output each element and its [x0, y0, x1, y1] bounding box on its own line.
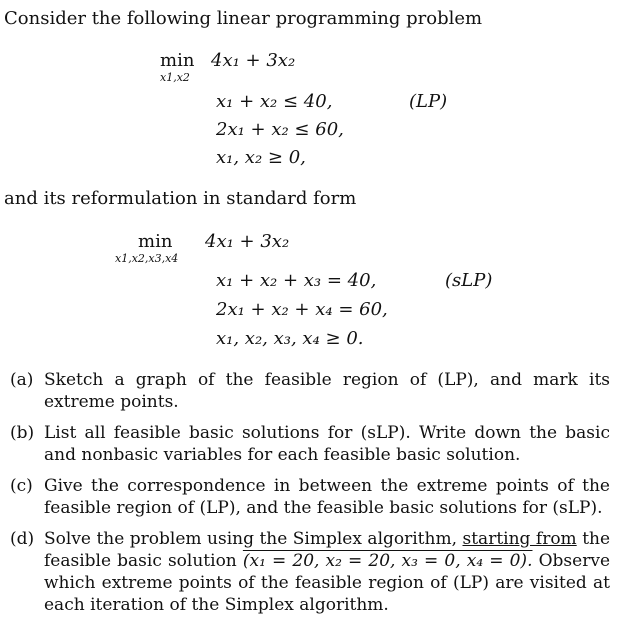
- question-d-solution: (x₁ = 20, x₂ = 20, x₃ = 0, x₄ = 0).: [242, 551, 533, 571]
- slp-constraint-3: x₁, x₂, x₃, x₄ ≥ 0.: [216, 328, 364, 349]
- question-c-label: (c): [10, 476, 33, 496]
- slp-constraint-1: x₁ + x₂ + x₃ = 40,: [216, 270, 377, 291]
- question-d-body: [44, 528, 610, 616]
- lp-min-subscript: x1,x2: [160, 71, 190, 84]
- question-a-text: Sketch a graph of the feasible region of (LP), and mark its extreme points.: [44, 370, 610, 412]
- lp-constraint-3: x₁, x₂ ≥ 0,: [216, 147, 306, 168]
- question-d-text-before: Solve the problem using the Simplex algorithm,: [44, 529, 457, 549]
- question-d-text-after: Observe which extreme points of the feasible region of (LP) are visited at each iteration of the Simplex algorithm.: [44, 551, 611, 615]
- lp-tag: (LP): [409, 91, 448, 112]
- slp-tag: (sLP): [445, 270, 493, 291]
- question-d-underlined: starting from: [462, 529, 577, 549]
- lp-objective: 4x₁ + 3x₂: [211, 50, 296, 71]
- lp-constraint-1: x₁ + x₂ ≤ 40,: [216, 91, 333, 112]
- question-d-text-mid: the feasible basic solution: [44, 529, 611, 571]
- question-d: [10, 528, 610, 616]
- question-c: [10, 475, 610, 519]
- slp-min-subscript: x1,x2,x3,x4: [115, 252, 179, 265]
- reformulation-text: and its reformulation in standard form: [4, 188, 357, 209]
- question-b-text: List all feasible basic solutions for (sLP). Write down the basic and nonbasic variables for each feasible basic solution.: [44, 423, 610, 465]
- question-a: [10, 369, 610, 413]
- lp-constraint-2: 2x₁ + x₂ ≤ 60,: [216, 119, 344, 140]
- question-a-label: (a): [10, 370, 34, 390]
- slp-objective: 4x₁ + 3x₂: [205, 231, 290, 252]
- question-b-label: (b): [10, 423, 35, 443]
- question-b: [10, 422, 610, 466]
- slp-min-word: min: [138, 231, 173, 252]
- slp-constraint-2: 2x₁ + x₂ + x₄ = 60,: [216, 299, 388, 320]
- intro-text: Consider the following linear programming problem: [4, 8, 483, 29]
- question-c-text: Give the correspondence in between the extreme points of the feasible region of (LP), and the feasible basic solutions for (sLP).: [44, 476, 610, 518]
- question-d-label: (d): [10, 529, 35, 549]
- lp-min-word: min: [160, 50, 195, 71]
